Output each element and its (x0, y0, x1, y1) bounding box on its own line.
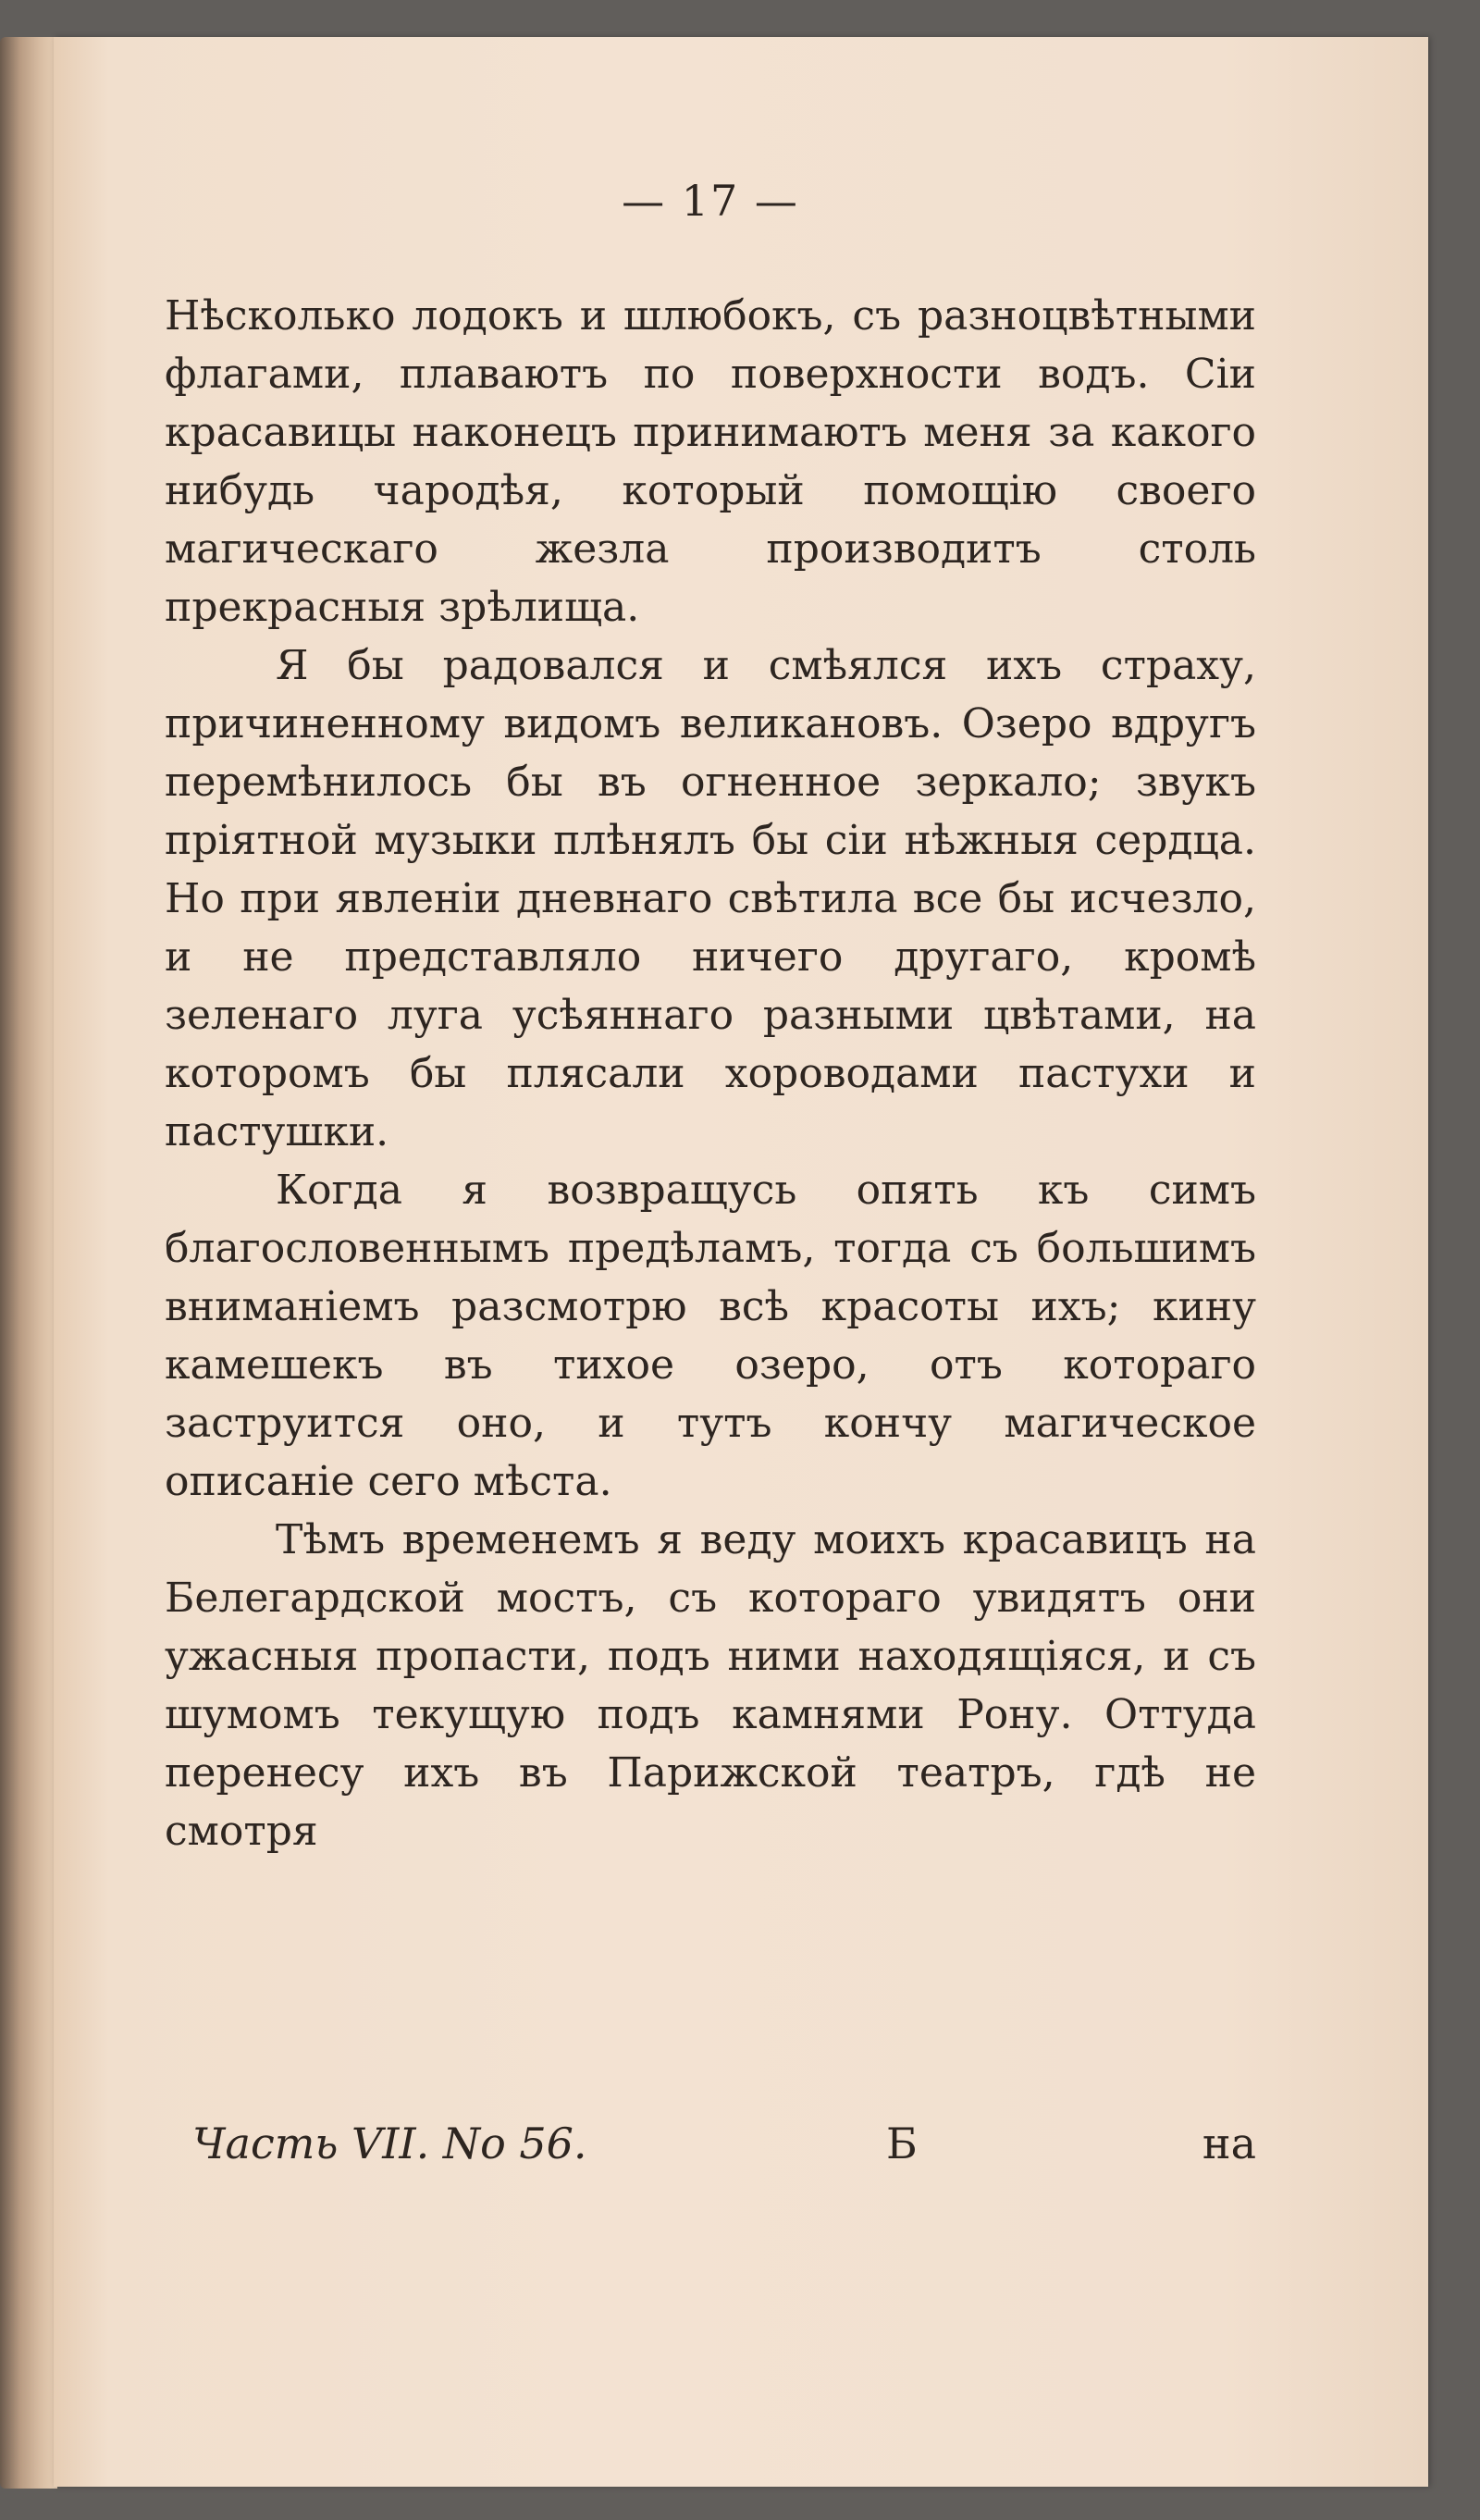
page-number: — 17 — (622, 176, 799, 226)
signature-line: Часть VII. No 56. (192, 2119, 587, 2168)
paragraph-4: Тѣмъ временемъ я веду моихъ красавицъ на Белегардской мостъ, съ котораго увидятъ они ужасныя пропасти, подъ ними находящіяся, и съ шумомъ текущую подъ камнями Рону. Оттуда перенесу ихъ въ Парижской театръ, гдѣ не смотря (165, 1516, 1256, 1855)
book-page (54, 37, 1428, 2487)
catchword: на (1202, 2119, 1256, 2168)
page-footer (192, 2119, 1256, 2174)
paragraph-3: Когда я возвращусь опять къ симъ благословеннымъ предѣламъ, тогда съ большимъ вниманіемъ разсмотрю всѣ красоты ихъ; кину камешекъ въ тихое озеро, отъ котораго заструится оно, и тутъ кончу магическое описаніе сего мѣста. (165, 1167, 1256, 1505)
signature-mark: Б (886, 2119, 918, 2168)
page-text-block (165, 176, 1256, 1860)
book-spine (0, 37, 57, 2489)
paragraph-1: Нѣсколько лодокъ и шлюбокъ, съ разноцвѣтными флагами, плаваютъ по поверхности водъ. Сіи красавицы наконецъ принимаютъ меня за какого нибудь чародѣя, который помощію своего магическаго жезла производитъ столь прекрасныя зрѣлища. (165, 292, 1256, 631)
paragraph-2: Я бы радовался и смѣялся ихъ страху, причиненному видомъ великановъ. Озеро вдругъ перемѣнилось бы въ огненное зеркало; звукъ пріятной музыки плѣнялъ бы сіи нѣжныя сердца. Но при явленіи дневнаго свѣтила все бы исчезло, и не представляло ничего другаго, кромѣ зеленаго луга усѣяннаго разными цвѣтами, на которомъ бы плясали хороводами пастухи и пастушки. (165, 642, 1256, 1155)
